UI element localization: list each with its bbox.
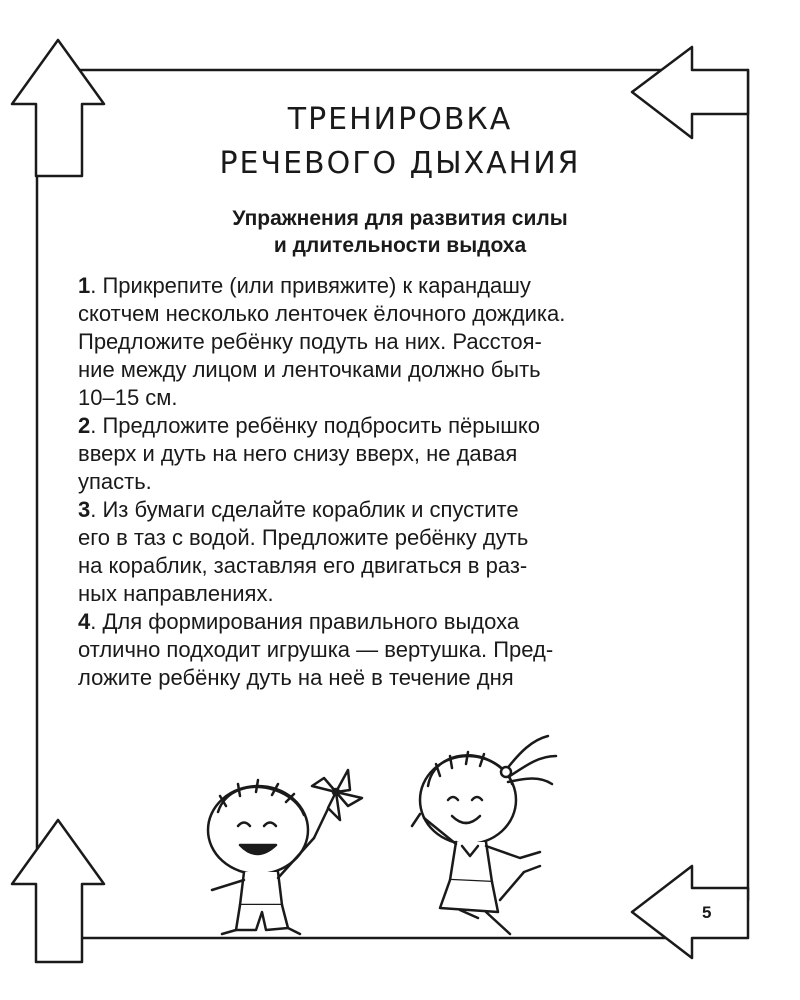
exercise-line: 10–15 см. (78, 385, 178, 410)
exercise-line: вверх и дуть на него снизу вверх, не давая (78, 441, 518, 466)
exercise-line: его в таз с водой. Предложите ребёнку дуть (78, 525, 529, 550)
exercise-line: ложите ребёнку дуть на неё в течение дня (78, 665, 514, 690)
exercise-number: 4 (78, 609, 91, 634)
exercise-line: на кораблик, заставляя его двигаться в раз- (78, 553, 528, 578)
exercise-line: отлично подходит игрушка — вертушка. Пред- (78, 637, 554, 662)
arrow-left-bottom-right-icon (632, 866, 748, 958)
exercise-text: Предложите ребёнку подбросить пёрышко (102, 413, 541, 438)
page-title-line2: РЕЧЕВОГО ДЫХАНИЯ (219, 146, 581, 181)
exercise-item (78, 496, 700, 608)
exercise-line: 1. Прикрепите (или привяжите) к карандашу (78, 273, 531, 298)
exercise-item (78, 272, 700, 412)
boy-illustration (208, 770, 362, 934)
exercise-line: упасть. (78, 469, 152, 494)
exercise-text: Из бумаги сделайте кораблик и спустите (102, 497, 519, 522)
exercise-line: 3. Из бумаги сделайте кораблик и спустите (78, 497, 519, 522)
exercise-text: Прикрепите (или привяжите) к карандашу (102, 273, 531, 298)
exercise-text: Для формирования правильного выдоха (102, 609, 520, 634)
subtitle-line1: Упражнения для развития силы (232, 207, 568, 230)
exercise-line: Предложите ребёнку подуть на них. Расстоя- (78, 329, 542, 354)
exercise-number: 2 (78, 413, 91, 438)
subtitle-line2: и длительности выдоха (273, 234, 527, 257)
arrow-up-bottom-left-icon (12, 820, 104, 962)
exercise-item (78, 412, 700, 496)
exercise-line: 4. Для формирования правильного выдоха (78, 609, 520, 634)
exercise-line: ние между лицом и ленточками должно быть (78, 357, 541, 382)
exercise-line: 2. Предложите ребёнку подбросить пёрышко (78, 413, 541, 438)
exercise-line: ных направлениях. (78, 581, 274, 606)
exercise-line: скотчем несколько ленточек ёлочного дождика. (78, 301, 566, 326)
exercise-number: 3 (78, 497, 91, 522)
page-number: 5 (702, 903, 712, 922)
page-title-line1: ТРЕНИРОВКА (287, 102, 513, 137)
exercise-number: 1 (78, 273, 91, 298)
exercise-list (78, 272, 700, 692)
exercise-item (78, 608, 700, 692)
girl-illustration (412, 736, 556, 934)
